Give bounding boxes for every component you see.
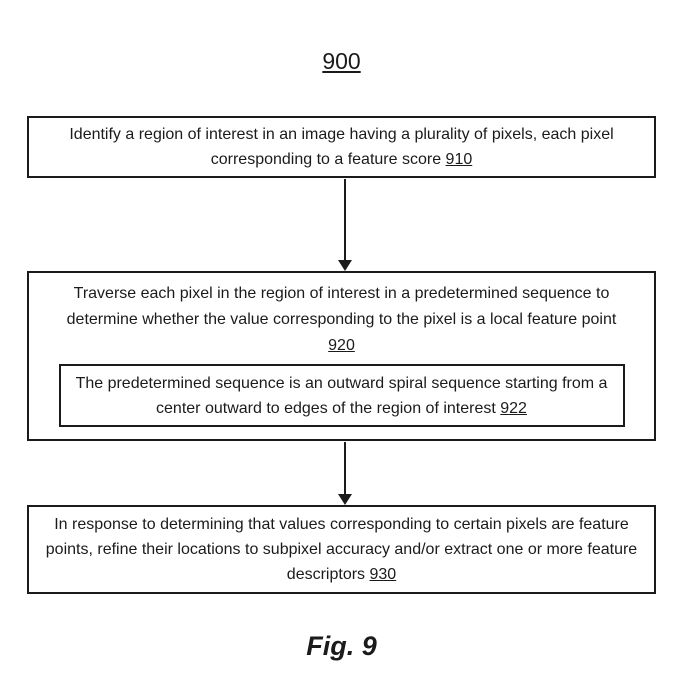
flow-step-910-ref: 910 bbox=[445, 151, 473, 168]
figure-caption bbox=[27, 630, 656, 662]
arrow-head-down-icon bbox=[338, 260, 352, 271]
flow-step-920-box bbox=[27, 271, 656, 441]
flow-substep-922-ref: 922 bbox=[500, 399, 527, 417]
diagram-number-label bbox=[27, 47, 656, 75]
diagram-number-text: 900 bbox=[322, 48, 361, 74]
flow-step-920-content bbox=[41, 281, 642, 359]
figure-caption-text: Fig. 9 bbox=[306, 631, 377, 661]
flow-substep-922-text: The predetermined sequence is an outward spiral sequence starting from a center outward to edges of the region of interest bbox=[75, 374, 608, 417]
flow-step-910-box bbox=[27, 116, 656, 178]
flow-step-910-content bbox=[45, 122, 638, 172]
flow-step-920-ref: 920 bbox=[328, 337, 355, 354]
flow-step-920-text: Traverse each pixel in the region of interest in a predetermined sequence to determine whether the value corresponding to the pixel is a local feature point bbox=[66, 285, 617, 328]
arrow-head-down-icon bbox=[338, 494, 352, 505]
flow-step-930-ref: 930 bbox=[369, 566, 397, 583]
flow-step-930-text: In response to determining that values corresponding to certain pixels are feature points, refine their locations to subpixel accuracy and/or extract one or more feature descriptors bbox=[45, 516, 638, 583]
connector-arrow-910-to-920 bbox=[338, 179, 352, 271]
flow-step-930-box bbox=[27, 505, 656, 594]
flow-substep-922-box bbox=[59, 364, 625, 427]
connector-arrow-920-to-930 bbox=[338, 442, 352, 505]
arrow-shaft bbox=[344, 442, 346, 496]
flow-step-910-text: Identify a region of interest in an image having a plurality of pixels, each pixel corresponding to a feature score bbox=[69, 126, 614, 168]
flow-step-930-content bbox=[45, 512, 638, 587]
flow-substep-922-content bbox=[71, 371, 613, 421]
arrow-shaft bbox=[344, 179, 346, 262]
